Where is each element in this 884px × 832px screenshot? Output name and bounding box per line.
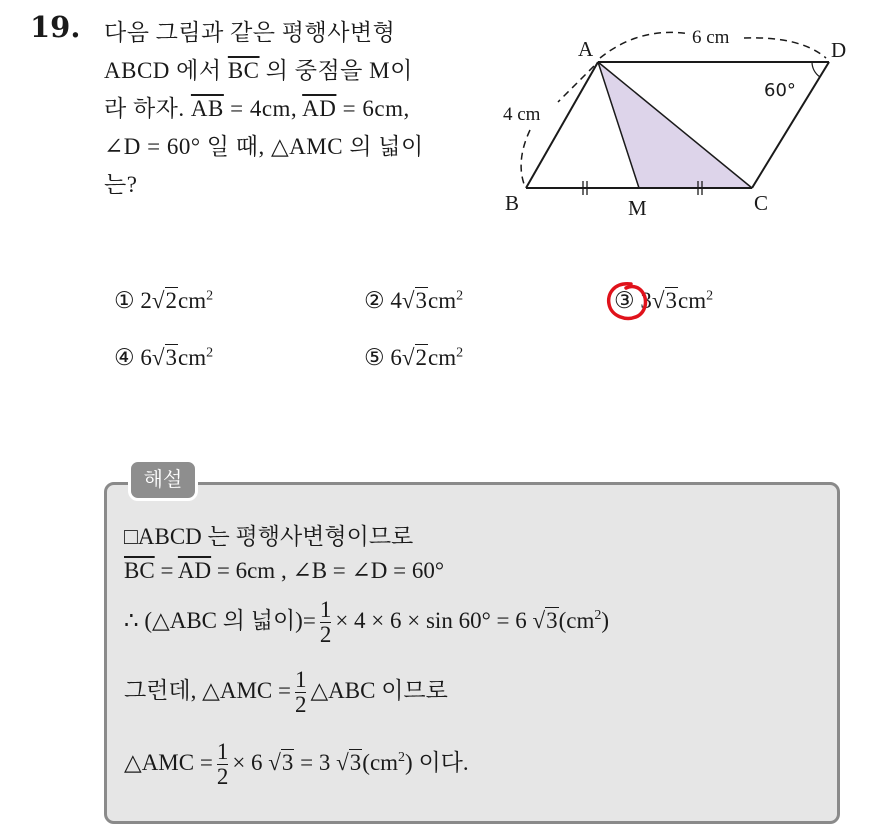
solution-text: (cm [558,607,595,633]
solution-text: × 4 × 6 × sin 60° = 6 [335,607,527,633]
parallelogram-figure [490,20,860,230]
sqrt-icon: √2 [401,345,427,370]
choice-coef: 3 [640,288,652,313]
question-text: = 4cm, [230,96,298,121]
radicand: 3 [415,288,427,313]
question-line-3 [104,90,410,123]
choice-5[interactable] [364,345,463,371]
denominator: 2 [319,622,332,647]
solution-text: (cm [362,749,399,775]
radicand: 3 [546,607,558,633]
superscript: 2 [456,345,464,361]
side-ab [526,62,598,188]
solution-text: ∴ (△ABC 의 넓이)= [124,607,316,633]
sqrt-icon: √3 [268,749,294,775]
choice-unit: cm [428,288,457,313]
question-line-4: ∠D = 60° 일 때, △AMC 의 넓이 [104,134,424,159]
solution-text: △ABC 이므로 [310,677,448,703]
choice-coef: 2 [140,288,152,313]
choice-unit: cm [178,345,207,370]
radicand: 2 [415,345,427,370]
label-b: B [505,191,520,215]
choice-coef: 6 [390,345,402,370]
dashed-arc-left-lower [521,130,530,184]
denominator: 2 [294,692,307,717]
choice-coef: 4 [390,288,402,313]
superscript: 2 [706,288,714,304]
solution-tag: 해설 [128,459,198,501]
angle-d-label: 60° [764,80,796,101]
fraction-half [320,598,332,647]
fraction-half [217,740,229,789]
segment-ad: $\overline{AD}$ [302,96,337,121]
radicand: 3 [281,749,294,775]
choice-unit: cm [678,288,707,313]
question-line-1: 다음 그림과 같은 평행사변형 [104,20,396,45]
radicand: 3 [165,345,177,370]
sqrt-icon: √3 [151,345,177,370]
sqrt-icon: √2 [151,288,177,313]
question-text: 라 하자. [104,96,185,121]
solution-text: ) 이다. [405,749,469,775]
solution-text: = 6cm , ∠B = ∠D = 60° [211,558,445,583]
sqrt-icon: √3 [336,749,362,775]
superscript: 2 [456,288,464,304]
choice-1[interactable] [114,288,213,314]
solution-line-5 [124,740,469,789]
question-text: = 6cm, [342,96,410,121]
radicand: 3 [349,749,362,775]
solution-line-3 [124,598,609,647]
label-a: A [578,37,594,61]
length-ab-label: 4 cm [503,104,541,125]
segment-bc: $\overline{BC}$ [227,58,260,83]
label-m: M [628,196,647,220]
choice-2[interactable] [364,288,463,314]
choice-number: ④ [114,345,135,370]
question-line-2 [104,52,413,85]
dashed-arc-left-upper [558,66,594,102]
choice-number: ⑤ [364,345,385,370]
segment-ad: $\overline{AD}$ [177,558,212,583]
sqrt-icon: √3 [651,288,677,313]
sqrt-icon: √3 [401,288,427,313]
length-ad-label: 6 cm [692,27,730,48]
segment-ab: $\overline{AB}$ [190,96,224,121]
solution-text: 그런데, △AMC = [124,677,291,703]
superscript: 2 [206,288,214,304]
numerator: 1 [294,667,307,692]
solution-text: = 3 [294,749,331,775]
answer-mark-circle-icon [604,280,650,324]
dashed-arc-top-right [744,38,826,58]
choice-coef: 6 [140,345,152,370]
radicand: 2 [165,288,177,313]
solution-text: × 6 [232,749,263,775]
choice-number: ③ [614,288,635,313]
choice-number: ② [364,288,385,313]
dashed-arc-top [600,32,690,58]
denominator: 2 [216,764,229,789]
choice-4[interactable] [114,345,213,371]
numerator: 1 [216,739,229,764]
question-number: 19. [30,10,81,44]
superscript: 2 [206,345,214,361]
solution-line-1: □ABCD 는 평행사변형이므로 [124,524,414,549]
angle-arc-d [812,62,820,77]
sqrt-icon: √3 [532,607,558,633]
choice-number: ① [114,288,135,313]
segment-bc: $\overline{BC}$ [124,558,155,583]
label-c: C [754,191,769,215]
question-text: 의 중점을 M이 [265,58,413,83]
label-d: D [831,38,847,62]
choice-unit: cm [178,288,207,313]
solution-text: ) [601,607,610,633]
question-line-5: 는? [104,172,138,197]
equals: = [154,558,178,583]
numerator: 1 [319,597,332,622]
radicand: 3 [665,288,677,313]
solution-line-4 [124,668,448,717]
question-text: ABCD 에서 [104,58,222,83]
choice-unit: cm [428,345,457,370]
superscript: 2 [398,750,406,766]
superscript: 2 [594,608,602,624]
solution-line-2 [124,558,444,584]
solution-text: △AMC = [124,749,213,775]
fraction-half [295,668,307,717]
